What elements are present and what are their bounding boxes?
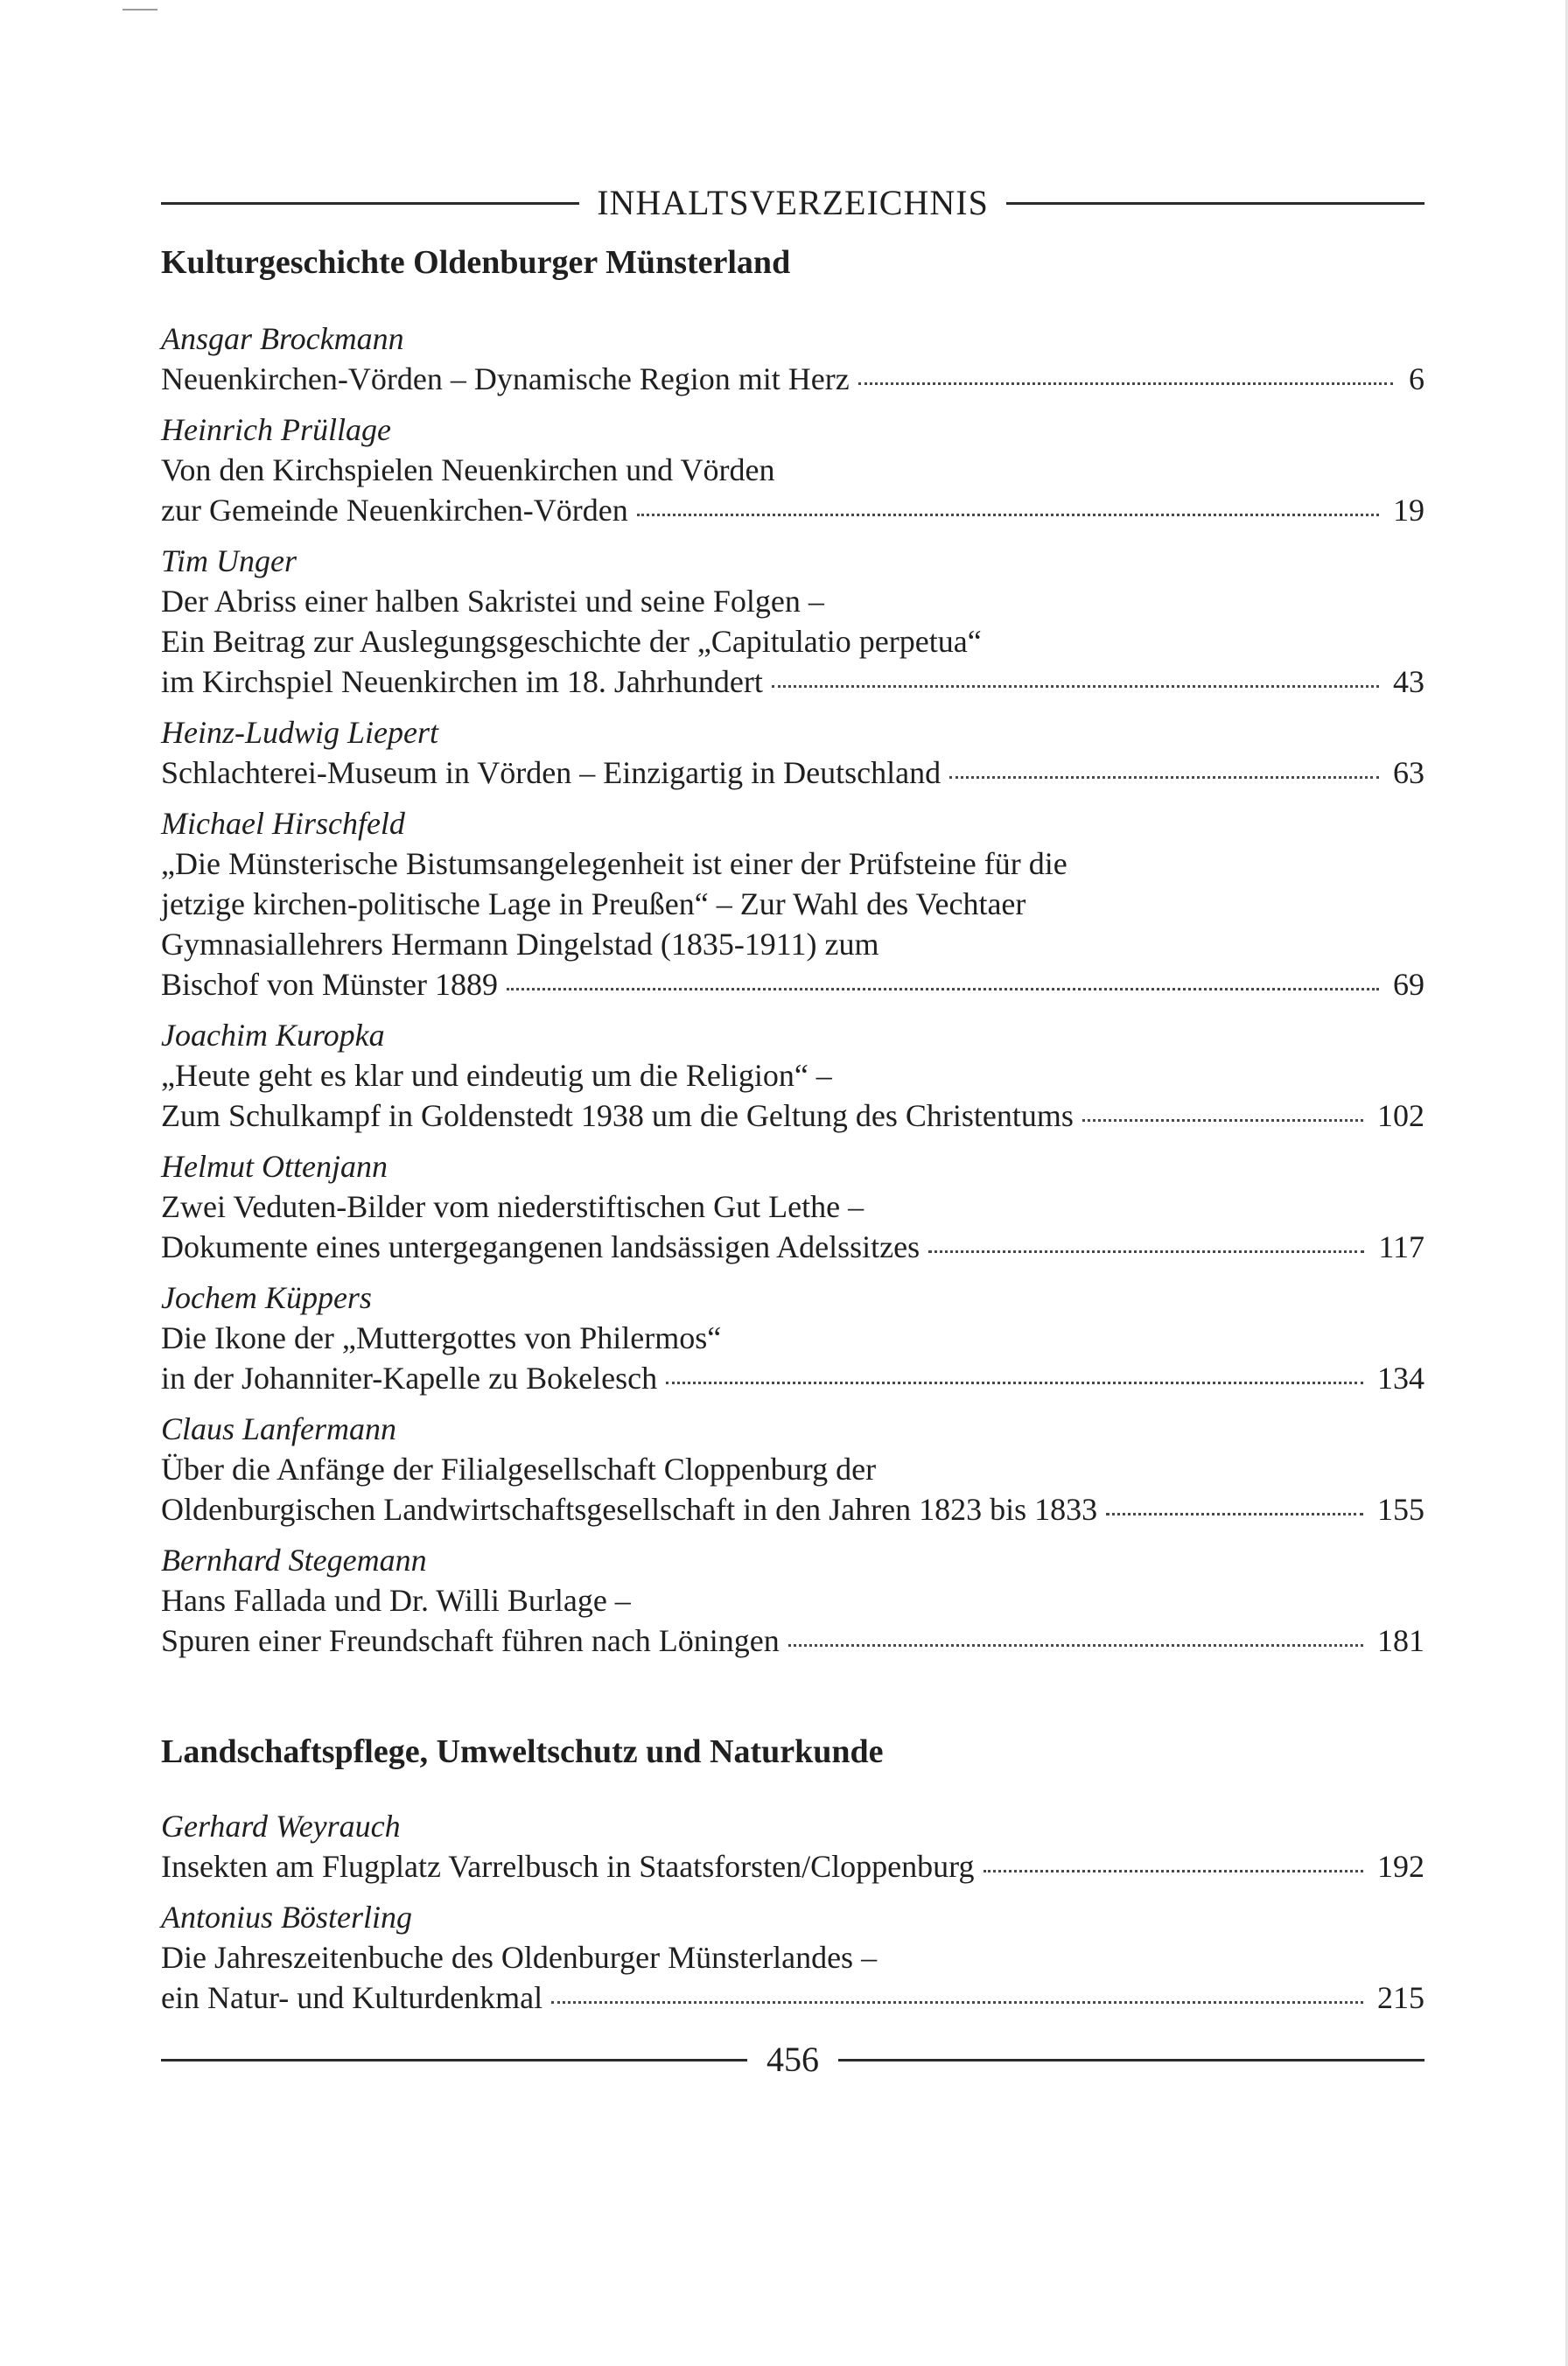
header-rule-right bbox=[1006, 202, 1424, 205]
entry-page-number: 43 bbox=[1393, 664, 1424, 699]
entry-title-line-with-page bbox=[161, 1846, 1424, 1886]
scan-mark bbox=[122, 9, 158, 10]
table-of-contents bbox=[161, 166, 1424, 2086]
entry-page-number: 155 bbox=[1377, 1492, 1424, 1527]
entry-title-line: jetzige kirchen-politische Lage in Preußen“ – Zur Wahl des Vechtaer bbox=[161, 886, 1026, 921]
page-title: INHALTSVERZEICHNIS bbox=[597, 183, 989, 222]
entry-author: Bernhard Stegemann bbox=[161, 1543, 427, 1578]
entry-title-line: Neuenkirchen-Vörden – Dynamische Region mit Herz bbox=[161, 361, 850, 396]
dot-leader bbox=[666, 1382, 1363, 1384]
entry-page-number: 192 bbox=[1377, 1849, 1424, 1884]
entry-title-line: im Kirchspiel Neuenkirchen im 18. Jahrhundert bbox=[161, 664, 763, 699]
dot-leader bbox=[1082, 1119, 1363, 1122]
section-title: Kulturgeschichte Oldenburger Münsterland bbox=[161, 244, 791, 281]
entry-title-line: Hans Fallada und Dr. Willi Burlage – bbox=[161, 1583, 631, 1618]
entry-author: Jochem Küppers bbox=[161, 1280, 372, 1315]
entry-title-line-with-page bbox=[161, 1358, 1424, 1398]
entry-title-line-with-page bbox=[161, 1620, 1424, 1661]
entry-title-line: Über die Anfänge der Filialgesellschaft Cloppenburg der bbox=[161, 1452, 877, 1487]
dot-leader bbox=[949, 776, 1379, 779]
entry-page-number: 19 bbox=[1393, 493, 1424, 528]
toc-entry bbox=[161, 1278, 1424, 1398]
entry-title-line: zur Gemeinde Neuenkirchen-Vörden bbox=[161, 493, 628, 528]
entry-title-line: Von den Kirchspielen Neuenkirchen und Vörden bbox=[161, 452, 775, 487]
entry-page-number: 63 bbox=[1393, 755, 1424, 790]
entry-title-line-with-page bbox=[161, 752, 1424, 793]
entry-author: Helmut Ottenjann bbox=[161, 1149, 388, 1184]
dot-leader bbox=[551, 2001, 1363, 2004]
entry-title-line-with-page bbox=[161, 359, 1424, 399]
entry-author: Michael Hirschfeld bbox=[161, 806, 405, 841]
toc-entry bbox=[161, 712, 1424, 793]
entry-title-line: Bischof von Münster 1889 bbox=[161, 967, 498, 1002]
dot-leader bbox=[984, 1870, 1364, 1872]
entry-author: Joachim Kuropka bbox=[161, 1018, 385, 1053]
toc-entry bbox=[161, 410, 1424, 530]
entry-title-line-with-page bbox=[161, 964, 1424, 1004]
entry-author: Ansgar Brockmann bbox=[161, 321, 404, 356]
header bbox=[161, 166, 1424, 240]
footer bbox=[161, 2034, 1424, 2086]
entry-title-line: Spuren einer Freundschaft führen nach Löningen bbox=[161, 1623, 780, 1658]
dot-leader bbox=[507, 988, 1379, 990]
entry-page-number: 215 bbox=[1377, 1980, 1424, 2015]
entry-title-line: Schlachterei-Museum in Vörden – Einzigartig in Deutschland bbox=[161, 755, 942, 790]
entry-title-line-with-page bbox=[161, 1227, 1424, 1267]
dot-leader bbox=[788, 1644, 1363, 1647]
toc-entry bbox=[161, 541, 1424, 702]
dot-leader bbox=[1106, 1513, 1363, 1516]
footer-rule-left bbox=[161, 2059, 747, 2062]
page-number: 456 bbox=[766, 2040, 819, 2079]
entry-title-line-with-page bbox=[161, 1096, 1424, 1136]
entry-author: Claus Lanfermann bbox=[161, 1411, 397, 1446]
header-rule-left bbox=[161, 202, 579, 205]
entry-title-line-with-page bbox=[161, 662, 1424, 702]
entry-author: Tim Unger bbox=[161, 543, 298, 578]
entry-title-line: „Heute geht es klar und eindeutig um die Religion“ – bbox=[161, 1058, 832, 1093]
entry-title-line-with-page bbox=[161, 1978, 1424, 2018]
toc-entry bbox=[161, 318, 1424, 399]
toc-entry bbox=[161, 803, 1424, 1004]
entry-title-line: Die Jahreszeitenbuche des Oldenburger Münsterlandes – bbox=[161, 1940, 878, 1975]
footer-rule-right bbox=[838, 2059, 1424, 2062]
entry-title-line: Zum Schulkampf in Goldenstedt 1938 um die Geltung des Christentums bbox=[161, 1098, 1074, 1133]
entry-title-line: Insekten am Flugplatz Varrelbusch in Staatsforsten/Cloppenburg bbox=[161, 1849, 975, 1884]
entry-title-line: Oldenburgischen Landwirtschaftsgesellschaft in den Jahren 1823 bis 1833 bbox=[161, 1492, 1098, 1527]
entry-page-number: 181 bbox=[1377, 1623, 1424, 1658]
entry-page-number: 6 bbox=[1409, 361, 1424, 396]
entry-title-line: ein Natur- und Kulturdenkmal bbox=[161, 1980, 543, 2015]
toc-entry bbox=[161, 1015, 1424, 1136]
dot-leader bbox=[858, 382, 1393, 385]
toc-entry bbox=[161, 1146, 1424, 1267]
entry-author: Antonius Bösterling bbox=[161, 1900, 412, 1935]
dot-leader bbox=[772, 685, 1379, 688]
entry-page-number: 117 bbox=[1378, 1229, 1424, 1264]
entry-title-line: Ein Beitrag zur Auslegungsgeschichte der „Capitulatio perpetua“ bbox=[161, 624, 982, 659]
entry-author: Gerhard Weyrauch bbox=[161, 1809, 401, 1844]
toc-entry bbox=[161, 1409, 1424, 1530]
entry-title-line-with-page bbox=[161, 1489, 1424, 1530]
entry-title-line: Die Ikone der „Muttergottes von Philermos“ bbox=[161, 1320, 722, 1355]
toc-entry bbox=[161, 1806, 1424, 1886]
dot-leader bbox=[637, 514, 1379, 516]
entry-title-line: Gymnasiallehrers Hermann Dingelstad (1835-1911) zum bbox=[161, 927, 879, 962]
entry-title-line: „Die Münsterische Bistumsangelegenheit ist einer der Prüfsteine für die bbox=[161, 846, 1068, 881]
entry-page-number: 69 bbox=[1393, 967, 1424, 1002]
toc-sections bbox=[161, 242, 1424, 2018]
entry-author: Heinz-Ludwig Liepert bbox=[161, 715, 439, 750]
entry-title-line: Der Abriss einer halben Sakristei und seine Folgen – bbox=[161, 584, 824, 619]
entry-title-line: Zwei Veduten-Bilder vom niederstiftischen Gut Lethe – bbox=[161, 1189, 864, 1224]
dot-leader bbox=[928, 1250, 1364, 1253]
toc-entry bbox=[161, 1897, 1424, 2018]
section-title: Landschaftspflege, Umweltschutz und Naturkunde bbox=[161, 1733, 884, 1770]
entry-page-number: 134 bbox=[1377, 1361, 1424, 1396]
entry-page-number: 102 bbox=[1377, 1098, 1424, 1133]
entry-title-line: in der Johanniter-Kapelle zu Bokelesch bbox=[161, 1361, 658, 1396]
toc-entry bbox=[161, 1540, 1424, 1661]
entry-title-line: Dokumente eines untergegangenen landsässigen Adelssitzes bbox=[161, 1229, 920, 1264]
entry-author: Heinrich Prüllage bbox=[161, 412, 391, 447]
entry-title-line-with-page bbox=[161, 490, 1424, 530]
